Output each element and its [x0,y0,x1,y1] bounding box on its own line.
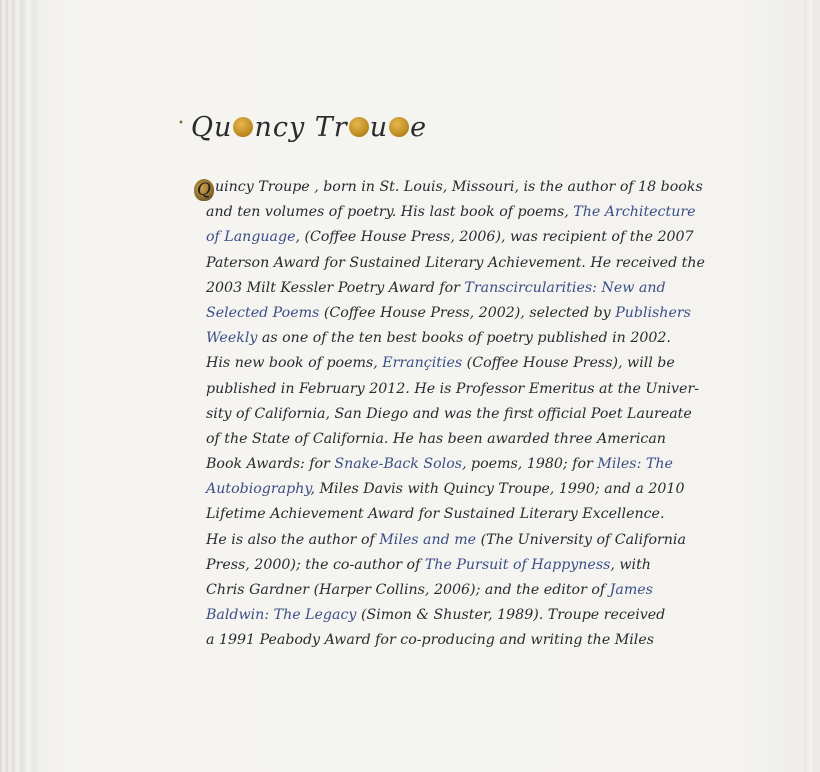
text-segment: uincy Troupe , born in St. Louis, Missouri, is the author of 18 books [215,179,703,195]
gilt-letter-o-icon [349,117,369,137]
book-title: Publishers [615,304,691,321]
text-line [206,276,706,301]
text-segment: (The University of California [476,531,686,548]
book-title: Baldwin: The Legacy [206,607,357,624]
text-segment: Press, 2000); the co-author of [206,556,425,573]
text-line [206,402,706,427]
text-segment: , poems, 1980; for [462,456,598,473]
text-segment: His new book of poems, [206,355,383,372]
book-title: of Language [206,229,296,246]
text-line [206,301,706,326]
title-part-1: Qu [190,112,233,143]
page-title [178,112,427,143]
text-line [206,427,706,452]
book-title: Transcircularities: New and [464,279,666,296]
text-segment: as one of the ten best books of poetry published in 2002. [257,330,671,347]
text-line [206,452,706,477]
text-segment: Chris Gardner (Harper Collins, 2006); and the editor of [206,582,610,598]
book-title: Weekly [206,330,258,347]
text-segment: Paterson Award for Sustained Literary Achievement. He received the [206,254,705,271]
text-line [206,528,706,553]
book-title: The Architecture [573,204,696,221]
text-line [206,502,706,527]
text-line [206,477,706,502]
book-title: James [609,582,653,598]
text-line [206,553,706,578]
text-segment: (Simon & Shuster, 1989). Troupe received [356,607,666,624]
text-line [206,225,706,250]
book-title: Errançities [382,355,463,372]
text-line [206,326,706,351]
book-title: Miles and me [379,531,477,548]
title-part-3: u [369,112,389,143]
text-segment: published in February 2012. He is Professor Emeritus at the Univer- [206,380,700,397]
text-segment: 2003 Milt Kessler Poetry Award for [206,279,465,296]
text-line [206,351,706,376]
gilt-letter-i-icon [233,117,253,137]
drop-cap: Q [194,179,214,201]
title-part-2: ncy Tr [254,112,348,143]
biography-text [197,175,706,654]
text-segment: , with [610,556,651,573]
book-title: The Pursuit of Happyness [424,556,611,573]
text-segment: , (Coffee House Press, 2006), was recipient of the 2007 [295,229,694,246]
text-segment: He is also the author of [206,531,380,548]
book-title: Selected Poems [206,304,320,321]
text-segment: Book Awards: for [206,456,335,473]
text-line [206,251,706,276]
text-segment: and ten volumes of poetry. His last book of poems, [206,204,574,221]
text-segment: a 1991 Peabody Award for co-producing and writing the Miles [206,632,655,649]
text-line [206,628,706,653]
text-line [206,578,706,603]
page-stack-edge [0,0,40,772]
text-segment: Lifetime Achievement Award for Sustained Literary Excellence. [206,506,665,523]
text-line [194,175,706,200]
book-title: Miles: The [597,456,673,473]
title-part-4: e [410,112,428,143]
book-title: Snake-Back Solos [334,456,463,473]
gilt-letter-p-icon [389,117,409,137]
text-line [206,377,706,402]
text-segment: of the State of California. He has been awarded three American [206,430,666,447]
text-segment: , Miles Davis with Quincy Troupe, 1990; and a 2010 [310,481,685,498]
text-line [206,603,706,628]
text-segment: (Coffee House Press), will be [462,355,675,372]
text-segment: sity of California, San Diego and was the first official Poet Laureate [206,405,692,422]
page-right-edge [804,0,812,772]
text-line [206,200,706,225]
book-title: Autobiography [206,481,311,498]
title-ornament-dot: • [178,118,185,129]
text-segment: (Coffee House Press, 2002), selected by [319,304,616,321]
